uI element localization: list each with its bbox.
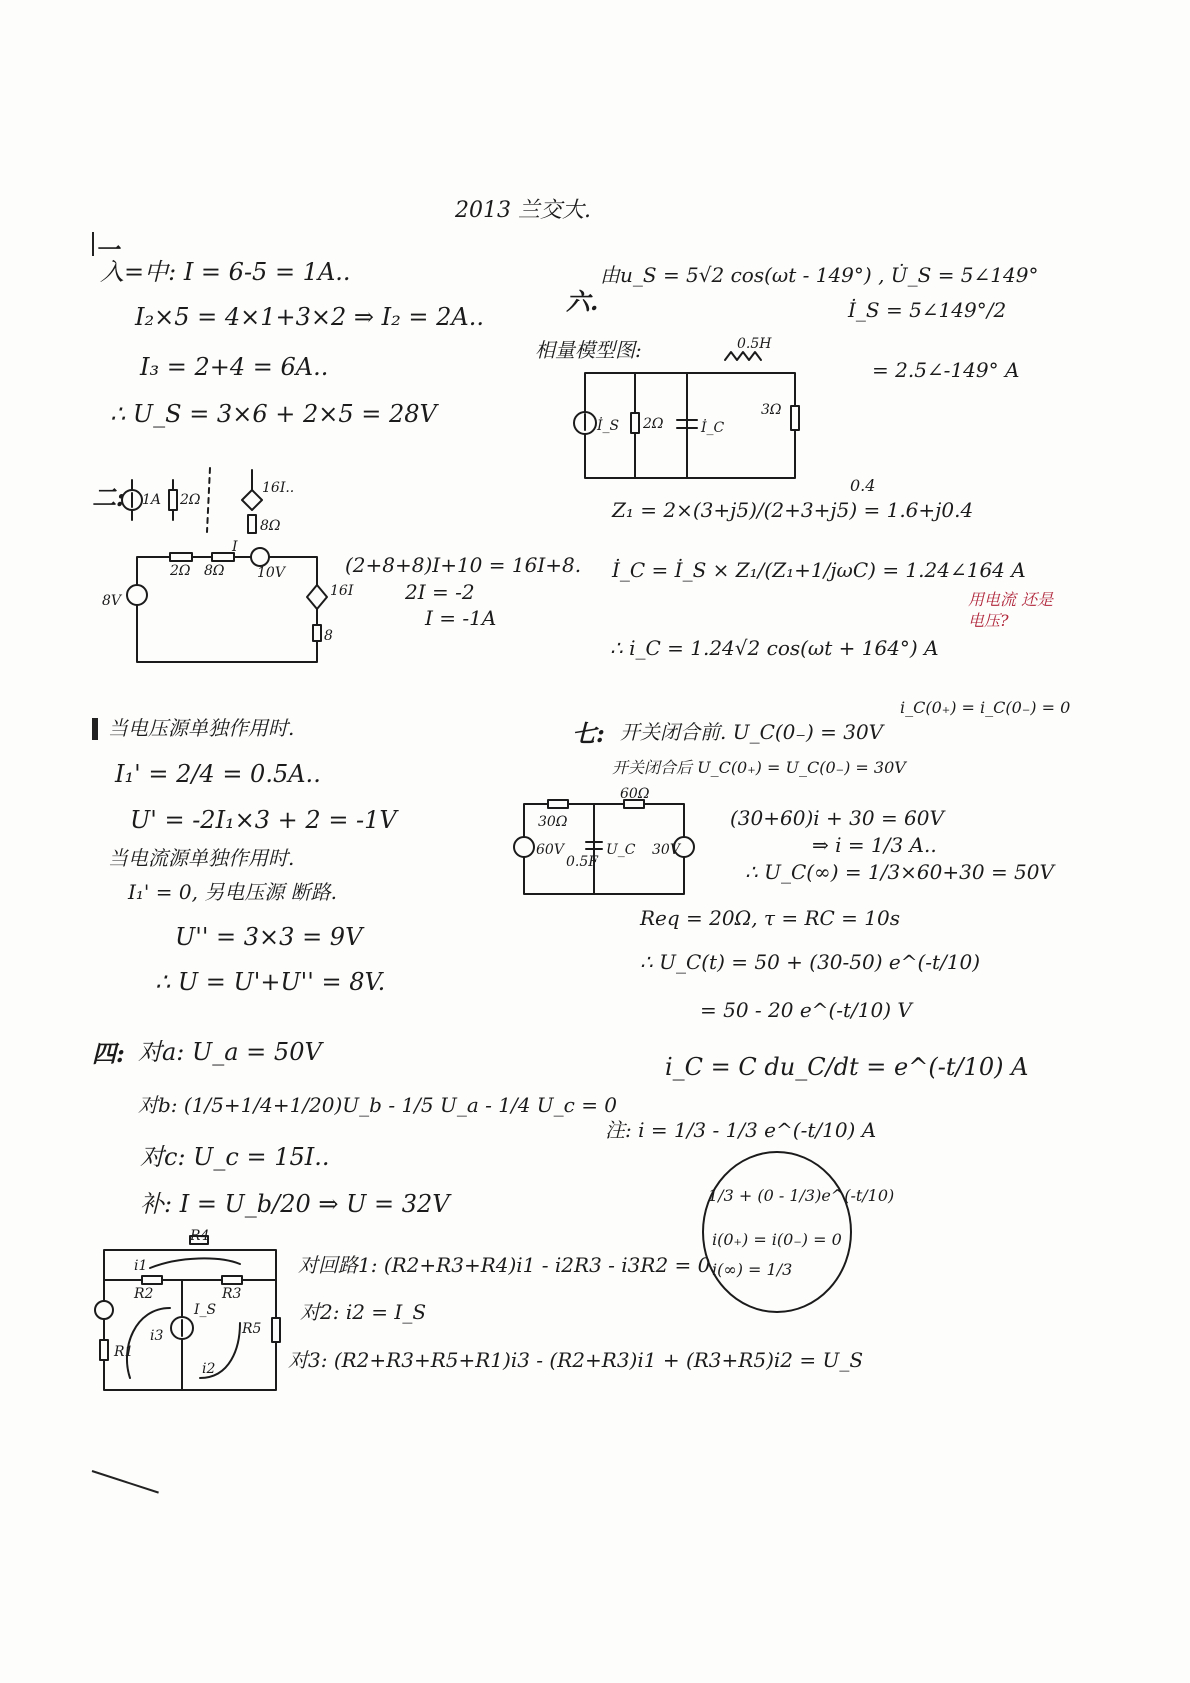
s7-line-4: (30+60)i + 30 = 60V	[730, 806, 944, 830]
s2-eq-3: I = -1A	[425, 606, 497, 630]
s3-line-6: U'' = 3×3 = 9V	[175, 923, 363, 951]
s7-circuit-label-2: 60Ω	[620, 786, 650, 802]
s7-line-2: 开关闭合后 U_C(0₊) = U_C(0₋) = 30V	[612, 758, 906, 777]
s6-eq-1: Z₁ = 2×(3+j5)/(2+3+j5) = 1.6+j0.4	[612, 498, 974, 522]
s3-line-7: ∴ U = U'+U'' = 8V.	[155, 968, 386, 996]
s6-line-3: İ_S = 5∠149°/2	[848, 298, 1007, 322]
s6-eq-3: ∴ i_C = 1.24√2 cos(ωt + 164°) A	[610, 636, 939, 660]
s6-line-1: 由u_S = 5√2 cos(ωt - 149°) , U̇_S = 5∠149°	[600, 263, 1039, 287]
s5-eq-3: 对3: (R2+R3+R5+R1)i3 - (R2+R3)i1 + (R3+R5)i2 = U_S	[288, 1348, 864, 1372]
s5-circuit-label-6: R3	[222, 1286, 242, 1302]
s7-line-9: = 50 - 20 e^(-t/10) V	[700, 998, 912, 1022]
s6-circuit-label-5: 0.5H	[737, 336, 772, 352]
s3-line-1: 当电压源单独作用时.	[108, 716, 295, 740]
s1-line-4: ∴ U_S = 3×6 + 2×5 = 28V	[110, 400, 437, 428]
s6-line-4: = 2.5∠-149° A	[872, 358, 1020, 382]
s3-line-4: 当电流源单独作用时.	[108, 846, 295, 870]
s5-circuit-label-5: I_S	[194, 1302, 217, 1318]
s4-line-3: 对c: U_c = 15I..	[140, 1143, 330, 1171]
s6-circuit-label-1: İ_S	[597, 418, 620, 434]
s5-circuit-label-2: i1	[134, 1258, 148, 1274]
s2-eq-1: (2+8+8)I+10 = 16I+8.	[345, 553, 582, 577]
s3-line-3: U' = -2I₁×3 + 2 = -1V	[130, 806, 397, 834]
s7-line-11: 注: i = 1/3 - 1/3 e^(-t/10) A	[605, 1118, 877, 1142]
s7-circuit-label-1: 30Ω	[538, 814, 568, 830]
source-transform-sketch	[112, 460, 332, 540]
s4-line-2: 对b: (1/5+1/4+1/20)U_b - 1/5 U_a - 1/4 U_c = 0	[138, 1093, 618, 1117]
problem-1-mark: 一	[95, 235, 119, 264]
s6-circuit-label-4: 3Ω	[761, 402, 782, 418]
page-edge-mark	[92, 718, 98, 740]
s1-line-3: I₃ = 2+4 = 6A..	[140, 353, 329, 381]
s4-line-4: 补: I = U_b/20 ⇒ U = 32V	[140, 1190, 450, 1218]
s7-circle-note-2: i(0₊) = i(0₋) = 0	[712, 1230, 842, 1249]
s7-line-1: 开关闭合前. U_C(0₋) = 30V	[620, 720, 884, 744]
s5-eq-1: 对回路1: (R2+R3+R4)i1 - i2R3 - i3R2 = 0	[298, 1253, 711, 1277]
s6-line-2: 相量模型图:	[535, 338, 642, 362]
s2-eq-2: 2I = -2	[405, 580, 475, 604]
s2-fig-label-4: 8Ω	[260, 518, 281, 534]
mesh-circuit	[90, 1228, 290, 1398]
s2-fig-label-3: 16I..	[262, 480, 295, 496]
phasor-circuit	[575, 338, 810, 493]
s2-circuit-label-5: 10V	[257, 565, 285, 581]
s7-line-6: ∴ U_C(∞) = 1/3×60+30 = 50V	[745, 860, 1054, 884]
page-edge-mark	[92, 1470, 159, 1494]
s2-circuit-label-2: 2Ω	[170, 563, 191, 579]
s5-circuit-label-9: i2	[202, 1361, 216, 1377]
s5-circuit-label-8: R1	[114, 1344, 134, 1360]
s7-circle-note-3: i(∞) = 1/3	[712, 1260, 793, 1279]
s7-circuit-label-4: 0.5F	[566, 854, 598, 870]
s1-line-1: 入=中: I = 6-5 = 1A..	[100, 258, 351, 286]
s6-red-note: 用电流 还是 电压?	[968, 590, 1054, 630]
s7-circuit-label-3: 60V	[536, 842, 564, 858]
s2-fig-label-2: 2Ω	[180, 492, 201, 508]
s6-note-over: 0.4	[850, 476, 876, 495]
s5-circuit-label-1: R4	[190, 1228, 210, 1244]
s2-fig-label-1: 1A	[142, 492, 162, 508]
s1-line-2: I₂×5 = 4×1+3×2 ⇒ I₂ = 2A..	[135, 303, 484, 331]
s3-line-2: I₁' = 2/4 = 0.5A..	[115, 760, 321, 788]
s5-circuit-label-4: i3	[150, 1328, 164, 1344]
s2-circuit-label-4: I	[232, 539, 238, 555]
page-title: 2013 兰交大.	[455, 198, 591, 223]
problem-2-circuit	[92, 539, 354, 670]
s6-circuit-label-2: 2Ω	[643, 416, 664, 432]
s7-line-3: i_C(0₊) = i_C(0₋) = 0	[900, 698, 1071, 717]
page-edge-mark	[92, 232, 94, 256]
s7-line-10: i_C = C du_C/dt = e^(-t/10) A	[665, 1053, 1029, 1081]
s3-line-5: I₁' = 0, 另电压源 断路.	[128, 880, 338, 904]
s4-line-1: 对a: U_a = 50V	[138, 1038, 322, 1066]
problem-4-mark: 四:	[92, 1039, 125, 1068]
s7-line-5: ⇒ i = 1/3 A..	[812, 833, 937, 857]
problem-7-mark: 七:	[572, 719, 605, 748]
s5-circuit-label-3: R2	[134, 1286, 154, 1302]
s6-eq-2: İ_C = İ_S × Z₁/(Z₁+1/jωC) = 1.24∠164 A	[612, 558, 1026, 582]
problem-6-mark: 六.	[566, 287, 599, 316]
s5-eq-2: 对2: i2 = I_S	[300, 1300, 427, 1324]
s7-circle-note-1: 1/3 + (0 - 1/3)e^(-t/10)	[708, 1186, 895, 1205]
s7-line-7: Req = 20Ω, τ = RC = 10s	[640, 906, 900, 930]
s2-circuit-label-7: 8	[324, 628, 333, 644]
s2-circuit-label-3: 8Ω	[204, 563, 225, 579]
s7-circuit-label-6: 30V	[652, 842, 680, 858]
s2-circuit-label-1: 8V	[102, 593, 122, 609]
s7-line-8: ∴ U_C(t) = 50 + (30-50) e^(-t/10)	[640, 950, 981, 974]
rc-circuit	[514, 786, 694, 902]
s2-circuit-label-6: 16I	[330, 583, 354, 599]
problem-2-mark: 二:	[92, 483, 125, 512]
s5-circuit-label-7: R5	[242, 1321, 262, 1337]
s7-circuit-label-5: U_C	[606, 842, 636, 858]
s6-circuit-label-3: İ_C	[701, 420, 725, 436]
